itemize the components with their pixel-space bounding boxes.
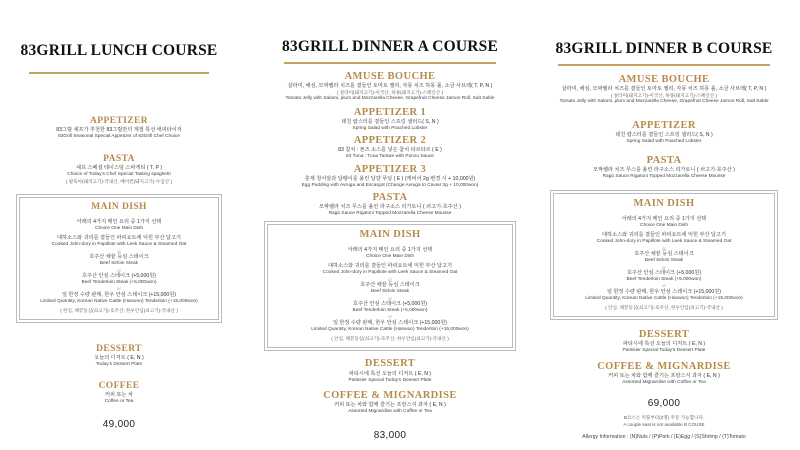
dessert-heading: DESSERT (638, 329, 690, 341)
amuse-en: Tomato Jelly with Salami, plum and Mozzarella Cheese, Grapefruit Cheese Jamon Roll, Salt Sable (559, 99, 769, 105)
main-item-ko: 호주산 채끝 등심 스테이크 (89, 254, 149, 261)
dessert-en: Patissier Special Today's Dessert Plate (348, 377, 432, 383)
or-separator: or (388, 295, 392, 301)
main-item-ko: 호주산 채끝 등심 스테이크 (634, 251, 694, 258)
coffee-heading: COFFEE & MIGNARDISE (323, 389, 457, 401)
main-dish-box (553, 193, 775, 318)
amuse-ko: 살라미, 해심, 모짜렐라 치즈를 곁들인 토마토 젤리, 자몽 치즈 하몽 롤, 소금 사브레( T, P, N ) (287, 83, 493, 90)
pasta-ko: 모짜렐라 치즈 무스를 올린 라구소스 리가토니 ( 쇠고기-호주산 ) (593, 167, 735, 174)
lunch-title: 83GRILL LUNCH COURSE (20, 42, 218, 59)
dessert-heading: DESSERT (364, 358, 416, 370)
main-dish-heading: MAIN DISH (633, 197, 695, 209)
appetizer-2-heading: APPETIZER 2 (353, 135, 427, 147)
appetizer-en: Spring Salad with Poached Lobster (626, 138, 702, 144)
gold-divider (29, 72, 209, 74)
main-item-en: Cooked John-dory in Papillote with Leek Sauce & Steamed Oat (51, 242, 187, 248)
main-item-en: Cooked John-dory in Papillote with Leek Sauce & Steamed Oat (596, 239, 732, 245)
coffee-ko: 커피 또는 차 (105, 391, 133, 398)
appetizer-3-en: Egg Pudding with Avruga and Escargot (Change Avruga to Caviar 2g + 10,000won) (301, 182, 479, 188)
main-dish-intro-en: Choice One Main Dish (640, 222, 688, 228)
couple-note-en: A couple seat is not available B COUSE (623, 421, 705, 427)
main-item-ko: 호주산 안심 스테이크 (+5,000원) (627, 269, 701, 276)
main-item-en: Limited Quantity, Korean Native Cattle (Hanwoo) Tenderloin (+15,000won) (585, 295, 743, 301)
appetizer-heading: APPETIZER (632, 119, 696, 131)
main-item-ko: 대하소스와 귀리를 곁들인 파피요트에 익힌 부산 달고기 (57, 235, 181, 242)
main-dish-heading: MAIN DISH (91, 202, 147, 212)
or-separator: or (117, 286, 121, 292)
dinner-a-title: 83GRILL DINNER A COURSE (281, 38, 499, 55)
main-dish-intro-ko: 아래의 4가지 메인 요리 중 1가지 선택 (347, 246, 433, 253)
main-item-ko: 일 한정 수량 판매, 한우 안심 스테이크 (+15,000원) (61, 291, 177, 298)
pasta-origin-note: ( 팔육아(돼지고기)-국내산, 베이컨(돼지고기)-수입산 ) (65, 178, 173, 184)
main-origin-note: ( 안심, 채끝등심(쇠고기)-호주산, 한우안심(쇠고기)-국내산 ) (331, 336, 449, 342)
couple-note-ko: B코스는 커플부터(2명) 주문 가능합니다. (623, 415, 705, 421)
main-item-en: Beef Tenderloin Steak (+5,000won) (352, 308, 428, 314)
pasta-en: Choice of Today's Chef Special Tasting spaghetti (67, 172, 171, 178)
appetizer-2-ko: 83 참치 : 폰즈 소스를 넣은 참치 타르타르 ( E ) (338, 147, 442, 154)
coffee-en: Assorted Mignardise with Coffee or Tea (348, 409, 432, 415)
main-dish-intro-en: Choice One Main Dish (95, 225, 143, 231)
dessert-en: Patissier Special Today's Dessert Plate (622, 348, 706, 354)
dessert-heading: DESSERT (96, 344, 142, 355)
main-item-ko: 대하소스와 귀리를 곁들인 파피요트에 익힌 부산 달고기 (328, 263, 452, 270)
appetizer-2-en: 83 Tuna : Tuna Tartare with Ponzu Sauce (346, 154, 434, 160)
or-separator: or (662, 245, 666, 251)
coffee-en: Assorted Mignardise with Coffee or Tea (622, 379, 706, 385)
dessert-en: Today's Dessert Plate (95, 362, 143, 368)
pasta-ko: 셰프 스페셜 테이스팅 스파게티 ( T, P ) (75, 165, 163, 172)
amuse-heading: AMUSE BOUCHE (618, 74, 710, 85)
or-separator: or (662, 283, 666, 289)
amuse-en: Tomato Jelly with Salami, plum and Mozzarella Cheese, Grapefruit Cheese Jamon Roll, Salt Sable (285, 96, 495, 102)
pasta-heading: PASTA (646, 155, 682, 167)
coffee-ko: 커피 또는 차와 함께 즐기는 프랑스식 과자 ( E, N ) (334, 402, 446, 409)
main-dish-intro-en: Choice One Main Dish (366, 254, 414, 259)
main-dish-box (267, 224, 513, 349)
or-separator: or (117, 248, 121, 254)
amuse-origin-note: ( 살라미(돼지고기)-이국산, 하몽(돼지고기)-스페인산 ) (336, 90, 444, 96)
amuse-ko: 살라미, 해심, 모짜렐라 치즈를 곁들인 토마토 젤리, 자몽 치즈 하몽 롤, 소금 사브레( T, P, N ) (561, 86, 767, 93)
dessert-ko: 파티시에 특선 오늘의 디저트 ( E, N ) (348, 370, 432, 377)
main-item-en: Cooked John-dory in Papillote with Leek Sauce & Steamed Oat (322, 270, 458, 276)
main-dish-intro-ko: 아래의 4가지 메인 요리 중 1가지 선택 (621, 215, 707, 222)
pasta-en: Ragù Sauce Rigatoni Topped Mozzarella Cheese Mousse (602, 174, 726, 180)
amuse-origin-note: ( 살라미(돼지고기)-이국산, 하몽(돼지고기)-스페인산 ) (610, 93, 718, 99)
pasta-ko: 모짜렐라 치즈 무스를 올린 라구소스 리가토니 ( 쇠고기-호주산 ) (319, 204, 461, 211)
coffee-ko: 커피 또는 차와 함께 즐기는 프랑스식 과자 ( E, N ) (608, 372, 720, 379)
main-item-en: Beef Sirloin Steak (99, 261, 139, 267)
gold-divider (558, 64, 770, 66)
appetizer-1-en: Spring Salad with Poached Lobster (352, 125, 428, 131)
appetizer-1-ko: 데친 랍스터를 곁들인 스프링 샐러드( S, N ) (341, 118, 439, 125)
main-item-en: Beef Sirloin Steak (370, 289, 410, 295)
main-item-en: Beef Sirloin Steak (644, 258, 684, 264)
appetizer-heading: APPETIZER (90, 116, 148, 126)
lunch-course-menu (12, 0, 226, 450)
pasta-en: Ragù Sauce Rigatoni Topped Mozzarella Cheese Mousse (328, 211, 452, 217)
main-item-en: Limited Quantity, Korean Native Cattle (Hanwoo) Tenderloin (+15,000won) (311, 326, 469, 332)
main-dish-box (19, 197, 219, 320)
main-item-ko: 호주산 채끝 등심 스테이크 (360, 282, 420, 289)
main-item-ko: 대하소스와 귀리를 곁들인 파피요트에 익힌 부산 달고기 (602, 232, 726, 239)
main-origin-note: ( 안심, 채끝등심(쇠고기)-호주산, 한우안심(쇠고기)-국내산 ) (605, 305, 723, 311)
main-item-en: Limited Quantity, Korean Native Cattle (Hanwoo) Tenderloin (+15,000won) (40, 298, 198, 304)
dessert-ko: 오늘의 디저트 ( E, N ) (94, 355, 144, 362)
appetizer-ko: 83그릴 셰프가 추천한 83그릴만의 계절 특선 애피타이저 (56, 126, 182, 133)
pasta-heading: PASTA (372, 192, 408, 204)
course-price: 49,000 (102, 419, 136, 431)
appetizer-ko: 데친 랍스터를 곁들인 스프링 샐러드( S, N ) (615, 131, 713, 138)
course-price: 83,000 (373, 429, 407, 441)
main-item-en: Beef Tenderloin Steak (+5,000won) (626, 276, 702, 282)
main-item-en: Beef Tenderloin Steak (+5,000won) (81, 279, 157, 285)
coffee-heading: COFFEE (98, 380, 140, 391)
main-item-ko: 호주산 안심 스테이크 (+5,000원) (353, 301, 427, 307)
appetizer-1-heading: APPETIZER 1 (353, 106, 427, 118)
or-separator: or (117, 267, 121, 273)
dessert-ko: 파티시에 특선 오늘의 디저트 ( E, N ) (622, 341, 706, 348)
main-item-ko: 호주산 안심 스테이크 (+5,000원) (82, 272, 156, 279)
dinner-a-course-menu (258, 0, 522, 450)
pasta-heading: PASTA (103, 154, 135, 165)
coffee-heading: COFFEE & MIGNARDISE (597, 360, 731, 372)
main-item-ko: 일 한정 수량 판매, 한우 안심 스테이크 (+15,000원) (332, 319, 448, 326)
appetizer-3-heading: APPETIZER 3 (353, 163, 427, 175)
dinner-b-course-menu (546, 0, 782, 450)
or-separator: or (388, 314, 392, 320)
allergy-information: Allergy Information : (N)Nuts / (P)Pork / (E)Egg / (S)Shrimp / (T)Tomato (582, 433, 746, 440)
coffee-en: Coffee or Tea (104, 398, 134, 404)
main-dish-heading: MAIN DISH (359, 228, 421, 240)
main-dish-intro-ko: 아래의 4가지 메인 요리 중 1가지 선택 (76, 218, 162, 225)
main-origin-note: ( 한심, 채끝등심(쇠고기)-호주산, 한우안심(쇠고기)-국내산 ) (60, 308, 178, 314)
gold-divider (284, 62, 496, 64)
or-separator: or (388, 276, 392, 282)
appetizer-3-ko: 훈제 청어알과 달팽이를 올린 달걀 푸딩 ( E ) (캐비어 2g 변경 시 + 10,000원) (304, 175, 476, 182)
main-item-ko: 일 한정 수량 판매, 한우 안심 스테이크 (+15,000원) (606, 288, 722, 295)
course-price: 69,000 (647, 398, 681, 410)
amuse-heading: AMUSE BOUCHE (344, 71, 436, 82)
appetizer-en: 83Grill Seasonal Special Appetizer of 83Grill Chef Choice (58, 133, 180, 139)
dinner-b-title: 83GRILL DINNER B COURSE (555, 40, 773, 57)
or-separator: or (662, 264, 666, 270)
